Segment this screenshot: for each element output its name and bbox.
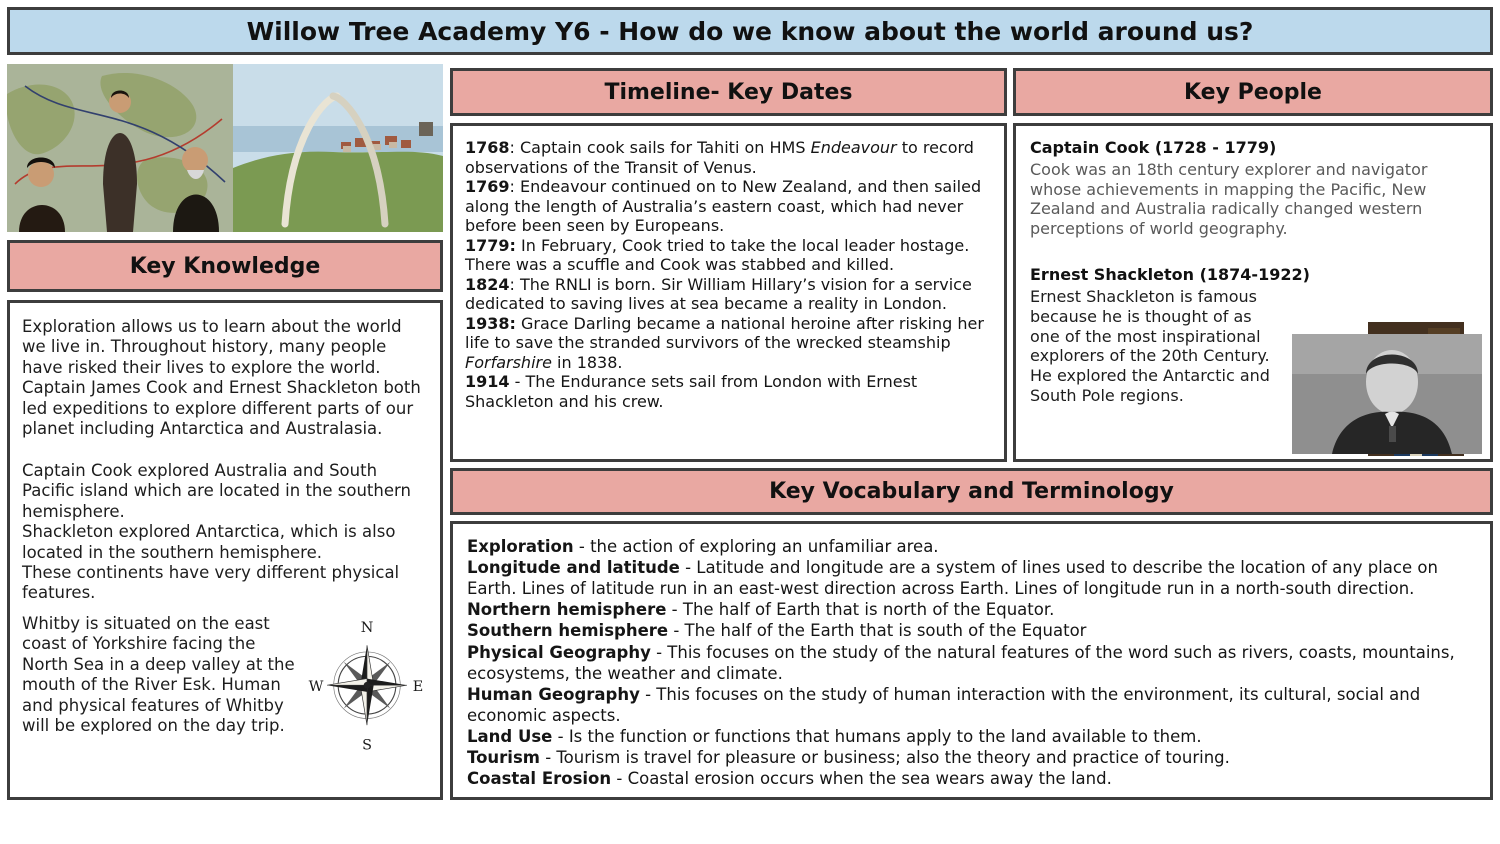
- vocab-entry: Exploration - the action of exploring an unfamiliar area.: [467, 537, 939, 556]
- vocab-entry: Coastal Erosion - Coastal erosion occurs when the sea wears away the land.: [467, 769, 1112, 789]
- vocab-entry: Southern hemisphere - The half of the Earth that is south of the Equator: [467, 621, 1087, 641]
- key-knowledge-header: Key Knowledge: [7, 240, 443, 292]
- key-knowledge-box: [7, 300, 443, 800]
- key-knowledge-paragraph: Shackleton explored Antarctica, which is also located in the southern hemisphere.: [22, 522, 396, 562]
- page-title: Willow Tree Academy Y6 - How do we know about the world around us?: [7, 7, 1493, 55]
- shackleton-description: Ernest Shackleton is famous because he is thought of as one of the most inspirational explorers of the 20th Century. He explored the Antarctic and South Pole regions.: [1030, 286, 1270, 406]
- shackleton-heading: Ernest Shackleton (1874-1922): [1030, 265, 1310, 285]
- vocab-entry: Human Geography - This focuses on the study of human interaction with the environment, its cultural, social and economic aspects.: [467, 684, 1421, 725]
- ernest-shackleton-photo: [1292, 334, 1482, 454]
- key-people-header: Key People: [1013, 68, 1493, 116]
- svg-text:E: E: [412, 678, 424, 695]
- whitby-paragraph: [22, 613, 428, 752]
- timeline-entry: 1914 - The Endurance sets sail from London with Ernest Shackleton and his crew.: [465, 372, 918, 411]
- vocab-entry: Tourism - Tourism is travel for pleasure or business; also the theory and practice of touring.: [467, 748, 1230, 768]
- timeline-entry: 1769: Endeavour continued on to New Zealand, and then sailed along the length of Australia’s eastern coast, which had never before been seen by Europeans.: [465, 177, 982, 236]
- timeline-entry: 1768: Captain cook sails for Tahiti on HMS Endeavour to record observations of the Transit of Venus.: [465, 138, 974, 177]
- vocab-entry: Land Use - Is the function or functions that humans apply to the land available to them.: [467, 726, 1202, 746]
- compass-rose-icon: [306, 614, 428, 752]
- vocabulary-box: [450, 521, 1493, 800]
- timeline-box: [450, 123, 1007, 462]
- key-knowledge-paragraph: These continents have very different physical features.: [22, 562, 400, 603]
- timeline-entry: 1779: In February, Cook tried to take the local leader hostage. There was a scuffle and Cook was stabbed and killed.: [465, 235, 970, 275]
- whitby-text: Whitby is situated on the east coast of Yorkshire facing the North Sea in a deep valley at the mouth of the River Esk. Human and physical features of Whitby will be explored on the day trip.: [22, 613, 295, 736]
- timeline-header: Timeline- Key Dates: [450, 68, 1007, 116]
- vocab-entry: Longitude and latitude - Latitude and longitude are a system of lines used to describe the location of any place on Earth. Lines of latitude run in an east-west direction across Earth. Lines of longitude run in a north-south direction.: [467, 558, 1438, 599]
- timeline-entry: 1938: Grace Darling became a national heroine after risking her life to save the stranded survivors of the wrecked steamship Forfarshire in 1838.: [465, 313, 984, 372]
- vocab-entry: Northern hemisphere - The half of Earth that is north of the Equator.: [467, 600, 1055, 620]
- vocab-entry: Physical Geography - This focuses on the study of the natural features of the word such as rivers, coasts, mountains, ecosystems, the weather and climate.: [467, 642, 1455, 683]
- key-knowledge-paragraph: Exploration allows us to learn about the world we live in. Throughout history, many people have risked their lives to explore the world. Captain James Cook and Ernest Shackleton both led expeditions to explore different parts of our planet including Antarctica and Australasia.: [22, 317, 421, 439]
- svg-text:W: W: [308, 678, 324, 695]
- whitby-whalebone-arch-photo: [233, 64, 443, 232]
- svg-text:S: S: [362, 737, 372, 752]
- photo-strip: [7, 64, 443, 232]
- svg-text:N: N: [360, 619, 374, 636]
- cook-description: Cook was an 18th century explorer and navigator whose achievements in mapping the Pacific, New Zealand and Australia radically changed western perceptions of world geography.: [1030, 159, 1428, 239]
- vocabulary-header: Key Vocabulary and Terminology: [450, 468, 1493, 515]
- key-knowledge-paragraph: Captain Cook explored Australia and South Pacific island which are located in the southern hemisphere.: [22, 460, 411, 521]
- key-people-box: [1013, 123, 1493, 462]
- explorers-map-photo: [7, 64, 233, 232]
- cook-heading: Captain Cook (1728 - 1779): [1030, 138, 1277, 157]
- timeline-entry: 1824: The RNLI is born. Sir William Hillary’s vision for a service dedicated to saving lives at sea became a reality in London.: [465, 274, 972, 314]
